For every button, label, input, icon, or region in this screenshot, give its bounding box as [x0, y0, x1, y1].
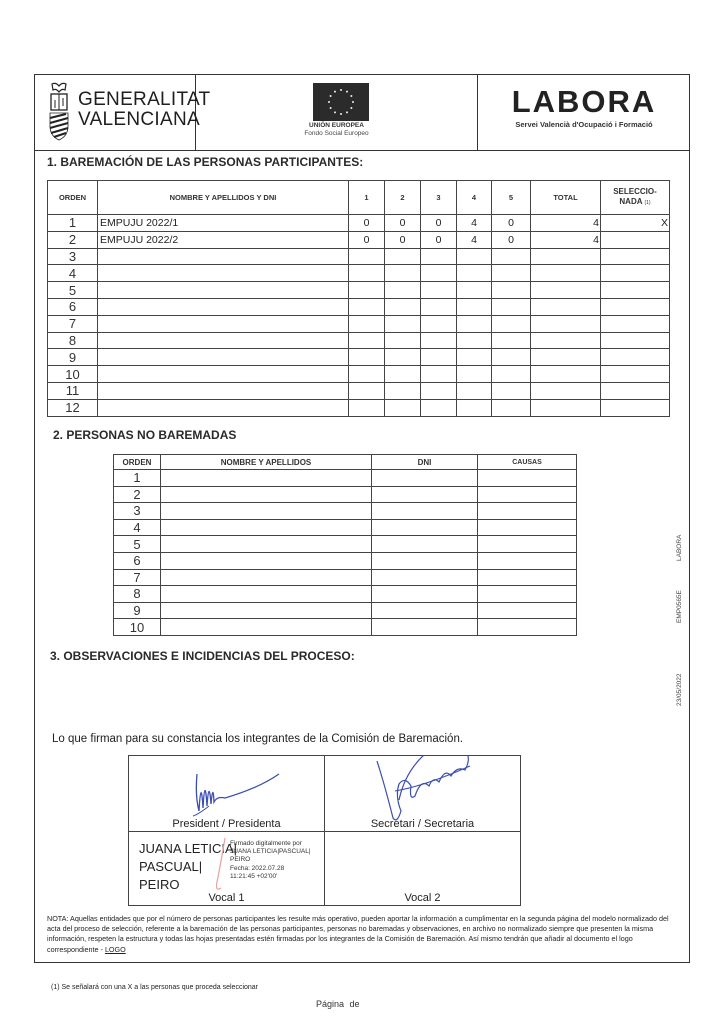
cell-crit-1[interactable]: [349, 282, 385, 299]
cell-orden: 9: [48, 349, 98, 366]
table-row: [48, 315, 670, 332]
table-row: [114, 536, 577, 553]
cell-orden: 8: [48, 332, 98, 349]
president-signature-cell: [129, 756, 325, 832]
nota-text: [47, 914, 671, 955]
cell-crit-4[interactable]: [457, 382, 492, 399]
cell-crit-1[interactable]: [349, 332, 385, 349]
col-seleccionada: [601, 181, 670, 215]
cell-total[interactable]: 4: [531, 215, 601, 232]
table-header-row: [48, 181, 670, 215]
generalitat-line1: GENERALITAT: [78, 89, 211, 110]
no-baremadas-table-body: [114, 470, 577, 636]
cell-nombre[interactable]: [161, 486, 372, 503]
cell-nombre[interactable]: [161, 536, 372, 553]
page-number-footer: Página de: [316, 999, 360, 1009]
cell-crit-4[interactable]: [457, 366, 492, 383]
cell-dni[interactable]: [372, 569, 478, 586]
cell-dni[interactable]: [372, 519, 478, 536]
cell-nombre[interactable]: [98, 265, 349, 282]
table-row: [114, 586, 577, 603]
cell-crit-2[interactable]: [385, 332, 421, 349]
cell-total[interactable]: [531, 282, 601, 299]
cell-orden: 12: [48, 399, 98, 416]
side-stamp-org: LABORA: [676, 534, 683, 561]
cell-nombre[interactable]: [98, 332, 349, 349]
nota-body: NOTA: Aquellas entidades que por el número de personas participantes les resulte más operativo, pueden aportar la información a cumplimentar en la segunda página del modelo normalizado del acta del proceso de selección, referente a la baremación de las personas participantes, personas no baremadas y observaciones, en archivo no normalizado siempre que presenten la misma información, respeten la estructura y todas las hojas presentadas estén firmadas por los integrantes de la Comisión de Baremación. Así mismo tendrán que añadir al documento el logo correspondiente -: [47, 914, 669, 954]
cell-nombre[interactable]: [98, 382, 349, 399]
cell-orden: 3: [48, 248, 98, 265]
cell-nombre[interactable]: [98, 349, 349, 366]
col-seleccionada-line2: NADA: [619, 197, 643, 206]
cell-crit-2[interactable]: [385, 399, 421, 416]
vocal2-label: Vocal 2: [404, 892, 441, 904]
table-row: [48, 215, 670, 232]
cell-crit-3[interactable]: [421, 382, 457, 399]
cell-nombre[interactable]: [161, 503, 372, 520]
cell-crit-2[interactable]: [385, 265, 421, 282]
cell-nombre[interactable]: [161, 519, 372, 536]
cell-seleccionada[interactable]: [601, 332, 670, 349]
digital-signature-info: [230, 840, 311, 881]
labora-logo: [478, 74, 690, 150]
digital-signature-name-line3: PEIRO: [139, 877, 180, 892]
cell-total[interactable]: [531, 382, 601, 399]
cell-crit-1[interactable]: [349, 349, 385, 366]
cell-orden: 11: [48, 382, 98, 399]
digital-signature-name-line2: PASCUAL|: [139, 859, 203, 874]
cell-orden: 6: [48, 298, 98, 315]
cell-crit-3[interactable]: [421, 265, 457, 282]
cell-crit-5[interactable]: [492, 382, 531, 399]
cell-orden: 7: [114, 569, 161, 586]
col-causas: CAUSAS: [478, 455, 577, 470]
cell-crit-4[interactable]: [457, 298, 492, 315]
cell-total[interactable]: [531, 265, 601, 282]
cell-dni[interactable]: [372, 503, 478, 520]
cell-crit-4[interactable]: [457, 282, 492, 299]
eu-flag-icon: [313, 83, 369, 121]
cell-crit-3[interactable]: 0: [421, 215, 457, 232]
table-row: [48, 382, 670, 399]
cell-nombre[interactable]: [161, 602, 372, 619]
section3-title: 3. OBSERVACIONES E INCIDENCIAS DEL PROCESO:: [50, 649, 355, 663]
cell-dni[interactable]: [372, 486, 478, 503]
cell-seleccionada[interactable]: [601, 349, 670, 366]
cell-crit-4[interactable]: [457, 265, 492, 282]
cell-orden: 4: [114, 519, 161, 536]
secretary-signature-cell: [325, 756, 521, 832]
signatures-intro: Lo que firman para su constancia los integrantes de la Comisión de Baremación.: [52, 733, 464, 745]
table-row: [114, 486, 577, 503]
cell-crit-1[interactable]: [349, 399, 385, 416]
cell-crit-1[interactable]: 0: [349, 231, 385, 248]
cell-total[interactable]: [531, 332, 601, 349]
cell-orden: 5: [114, 536, 161, 553]
cell-causas[interactable]: [478, 470, 577, 487]
cell-crit-5[interactable]: 0: [492, 231, 531, 248]
col-4: 4: [457, 181, 492, 215]
digital-signature-info-line4: Fecha: 2022.07.28: [230, 864, 285, 872]
cell-crit-3[interactable]: [421, 315, 457, 332]
cell-crit-1[interactable]: [349, 265, 385, 282]
generalitat-emblem-icon: [48, 82, 70, 142]
cell-dni[interactable]: [372, 586, 478, 603]
cell-nombre[interactable]: [98, 282, 349, 299]
table-header-row: [114, 455, 577, 470]
cell-causas[interactable]: [478, 586, 577, 603]
cell-crit-3[interactable]: [421, 282, 457, 299]
table-row: [48, 349, 670, 366]
digital-signature-info-line2: JUANA LETICIA|PASCUAL|: [230, 848, 311, 856]
cell-total[interactable]: [531, 399, 601, 416]
cell-total[interactable]: [531, 366, 601, 383]
cell-crit-5[interactable]: [492, 298, 531, 315]
cell-crit-4[interactable]: [457, 332, 492, 349]
cell-seleccionada[interactable]: [601, 298, 670, 315]
col-3: 3: [421, 181, 457, 215]
cell-total[interactable]: 4: [531, 231, 601, 248]
table-row: [114, 619, 577, 636]
col-seleccionada-note: (1): [644, 200, 651, 206]
table-row: [48, 399, 670, 416]
cell-crit-5[interactable]: [492, 366, 531, 383]
col-orden: ORDEN: [48, 181, 98, 215]
cell-crit-1[interactable]: [349, 382, 385, 399]
cell-crit-5[interactable]: [492, 332, 531, 349]
cell-crit-3[interactable]: [421, 332, 457, 349]
cell-nombre[interactable]: [98, 315, 349, 332]
cell-crit-4[interactable]: 4: [457, 231, 492, 248]
cell-orden: 10: [48, 366, 98, 383]
table-row: [114, 470, 577, 487]
table-row: [48, 282, 670, 299]
cell-crit-1[interactable]: [349, 298, 385, 315]
logo-link[interactable]: LOGO: [104, 944, 126, 954]
cell-causas[interactable]: [478, 569, 577, 586]
cell-seleccionada[interactable]: [601, 231, 670, 248]
cell-crit-1[interactable]: 0: [349, 215, 385, 232]
cell-orden: 4: [48, 265, 98, 282]
cell-causas[interactable]: [478, 552, 577, 569]
table-row: [114, 503, 577, 520]
digital-signature-info-line5: 11:21:45 +02'00': [230, 872, 278, 880]
cell-seleccionada[interactable]: [601, 265, 670, 282]
cell-crit-5[interactable]: [492, 399, 531, 416]
labora-title: LABORA: [511, 84, 657, 119]
baremacion-table: [47, 180, 670, 417]
cell-total[interactable]: [531, 298, 601, 315]
cell-crit-1[interactable]: [349, 315, 385, 332]
cell-nombre[interactable]: EMPUJU 2022/1: [98, 215, 349, 232]
digital-signature-name-line1: JUANA LETICIA|: [139, 841, 238, 856]
generalitat-line2: VALENCIANA: [78, 109, 200, 130]
col-2: 2: [385, 181, 421, 215]
cell-crit-3[interactable]: 0: [421, 231, 457, 248]
vocal2-signature-cell: [325, 832, 521, 906]
cell-causas[interactable]: [478, 486, 577, 503]
generalitat-wordmark: [78, 90, 210, 130]
cell-orden: 1: [114, 470, 161, 487]
cell-dni[interactable]: [372, 602, 478, 619]
table-row: [114, 602, 577, 619]
cell-nombre[interactable]: [161, 552, 372, 569]
cell-orden: 8: [114, 586, 161, 603]
vocal1-signature-cell: [129, 832, 325, 906]
cell-nombre[interactable]: [98, 298, 349, 315]
cell-seleccionada[interactable]: [601, 282, 670, 299]
cell-crit-2[interactable]: [385, 298, 421, 315]
cell-orden: 6: [114, 552, 161, 569]
cell-seleccionada[interactable]: X: [601, 215, 670, 232]
vocal1-label: Vocal 1: [208, 892, 245, 904]
signatures-table: [128, 755, 521, 906]
cell-crit-5[interactable]: [492, 282, 531, 299]
cell-crit-1[interactable]: [349, 248, 385, 265]
eu-logo: [196, 74, 478, 150]
section2-title: 2. PERSONAS NO BAREMADAS: [53, 428, 237, 442]
table-row: [48, 298, 670, 315]
cell-nombre[interactable]: [98, 248, 349, 265]
cell-orden: 5: [48, 282, 98, 299]
header-logos: [34, 74, 690, 151]
secretary-label: Secretari / Secretaria: [370, 818, 475, 830]
cell-crit-3[interactable]: [421, 366, 457, 383]
col-seleccionada-line1: SELECCIO-: [613, 187, 657, 196]
col-total: TOTAL: [531, 181, 601, 215]
cell-crit-5[interactable]: [492, 349, 531, 366]
cell-crit-5[interactable]: [492, 265, 531, 282]
cell-crit-2[interactable]: 0: [385, 215, 421, 232]
cell-seleccionada[interactable]: [601, 315, 670, 332]
table-row: [114, 569, 577, 586]
cell-nombre[interactable]: [98, 399, 349, 416]
cell-orden: 1: [48, 215, 98, 232]
cell-causas[interactable]: [478, 619, 577, 636]
cell-orden: 7: [48, 315, 98, 332]
cell-causas[interactable]: [478, 536, 577, 553]
cell-crit-3[interactable]: [421, 298, 457, 315]
section1-title: 1. BAREMACIÓN DE LAS PERSONAS PARTICIPANTES:: [47, 155, 364, 169]
footnote: (1) Se señalará con una X a las personas que proceda seleccionar: [51, 984, 259, 991]
signatures-row-2: [129, 832, 521, 906]
col-nombre: NOMBRE Y APELLIDOS Y DNI: [98, 181, 349, 215]
cell-crit-2[interactable]: [385, 349, 421, 366]
col-seleccionada-line2-wrap: [601, 197, 669, 208]
cell-crit-4[interactable]: [457, 248, 492, 265]
cell-seleccionada[interactable]: [601, 248, 670, 265]
cell-seleccionada[interactable]: [601, 399, 670, 416]
table-row: [48, 231, 670, 248]
cell-orden: 2: [114, 486, 161, 503]
cell-seleccionada[interactable]: [601, 366, 670, 383]
labora-subtitle: Servei Valencià d'Ocupació i Formació: [515, 120, 653, 129]
cell-crit-2[interactable]: [385, 382, 421, 399]
table-row: [114, 552, 577, 569]
side-stamp-code: EMP0565E: [676, 590, 683, 623]
col-nombre: NOMBRE Y APELLIDOS: [161, 455, 372, 470]
cell-causas[interactable]: [478, 602, 577, 619]
eu-subtitle: Fondo Social Europeo: [304, 130, 369, 137]
cell-nombre[interactable]: [161, 619, 372, 636]
cell-orden: 3: [114, 503, 161, 520]
cell-crit-4[interactable]: [457, 399, 492, 416]
cell-total[interactable]: [531, 315, 601, 332]
cell-orden: 9: [114, 602, 161, 619]
cell-causas[interactable]: [478, 503, 577, 520]
eu-title: UNIÓN EUROPEA: [309, 122, 364, 129]
cell-nombre[interactable]: EMPUJU 2022/2: [98, 231, 349, 248]
cell-dni[interactable]: [372, 536, 478, 553]
col-1: 1: [349, 181, 385, 215]
baremacion-table-body: [48, 215, 670, 417]
col-5: 5: [492, 181, 531, 215]
cell-causas[interactable]: [478, 519, 577, 536]
cell-crit-2[interactable]: [385, 366, 421, 383]
cell-crit-2[interactable]: [385, 315, 421, 332]
cell-nombre[interactable]: [161, 470, 372, 487]
digital-signature-info-line1: Firmado digitalmente por: [230, 840, 302, 847]
generalitat-logo: [34, 74, 211, 150]
cell-crit-2[interactable]: 0: [385, 231, 421, 248]
cell-orden: 2: [48, 231, 98, 248]
cell-seleccionada[interactable]: [601, 382, 670, 399]
digital-signature-info-line3: PEIRO: [230, 856, 251, 864]
president-label: President / Presidenta: [172, 818, 281, 830]
cell-crit-2[interactable]: [385, 248, 421, 265]
cell-crit-1[interactable]: [349, 366, 385, 383]
cell-crit-4[interactable]: 4: [457, 215, 492, 232]
cell-crit-5[interactable]: [492, 248, 531, 265]
table-row: [48, 332, 670, 349]
cell-nombre[interactable]: [161, 569, 372, 586]
cell-dni[interactable]: [372, 552, 478, 569]
cell-total[interactable]: [531, 248, 601, 265]
no-baremadas-table: [113, 454, 577, 636]
cell-crit-4[interactable]: [457, 315, 492, 332]
cell-nombre[interactable]: [98, 366, 349, 383]
table-row: [48, 248, 670, 265]
cell-crit-3[interactable]: [421, 399, 457, 416]
cell-crit-5[interactable]: 0: [492, 215, 531, 232]
table-row: [114, 519, 577, 536]
cell-crit-2[interactable]: [385, 282, 421, 299]
cell-crit-3[interactable]: [421, 248, 457, 265]
cell-nombre[interactable]: [161, 586, 372, 603]
signatures-row-1: [129, 756, 521, 832]
cell-orden: 10: [114, 619, 161, 636]
col-dni: DNI: [372, 455, 478, 470]
cell-crit-4[interactable]: [457, 349, 492, 366]
table-row: [48, 366, 670, 383]
cell-total[interactable]: [531, 349, 601, 366]
cell-dni[interactable]: [372, 470, 478, 487]
table-row: [48, 265, 670, 282]
cell-dni[interactable]: [372, 619, 478, 636]
cell-crit-5[interactable]: [492, 315, 531, 332]
side-stamp-date: 23/05/2022: [676, 673, 683, 706]
cell-crit-3[interactable]: [421, 349, 457, 366]
col-orden: ORDEN: [114, 455, 161, 470]
